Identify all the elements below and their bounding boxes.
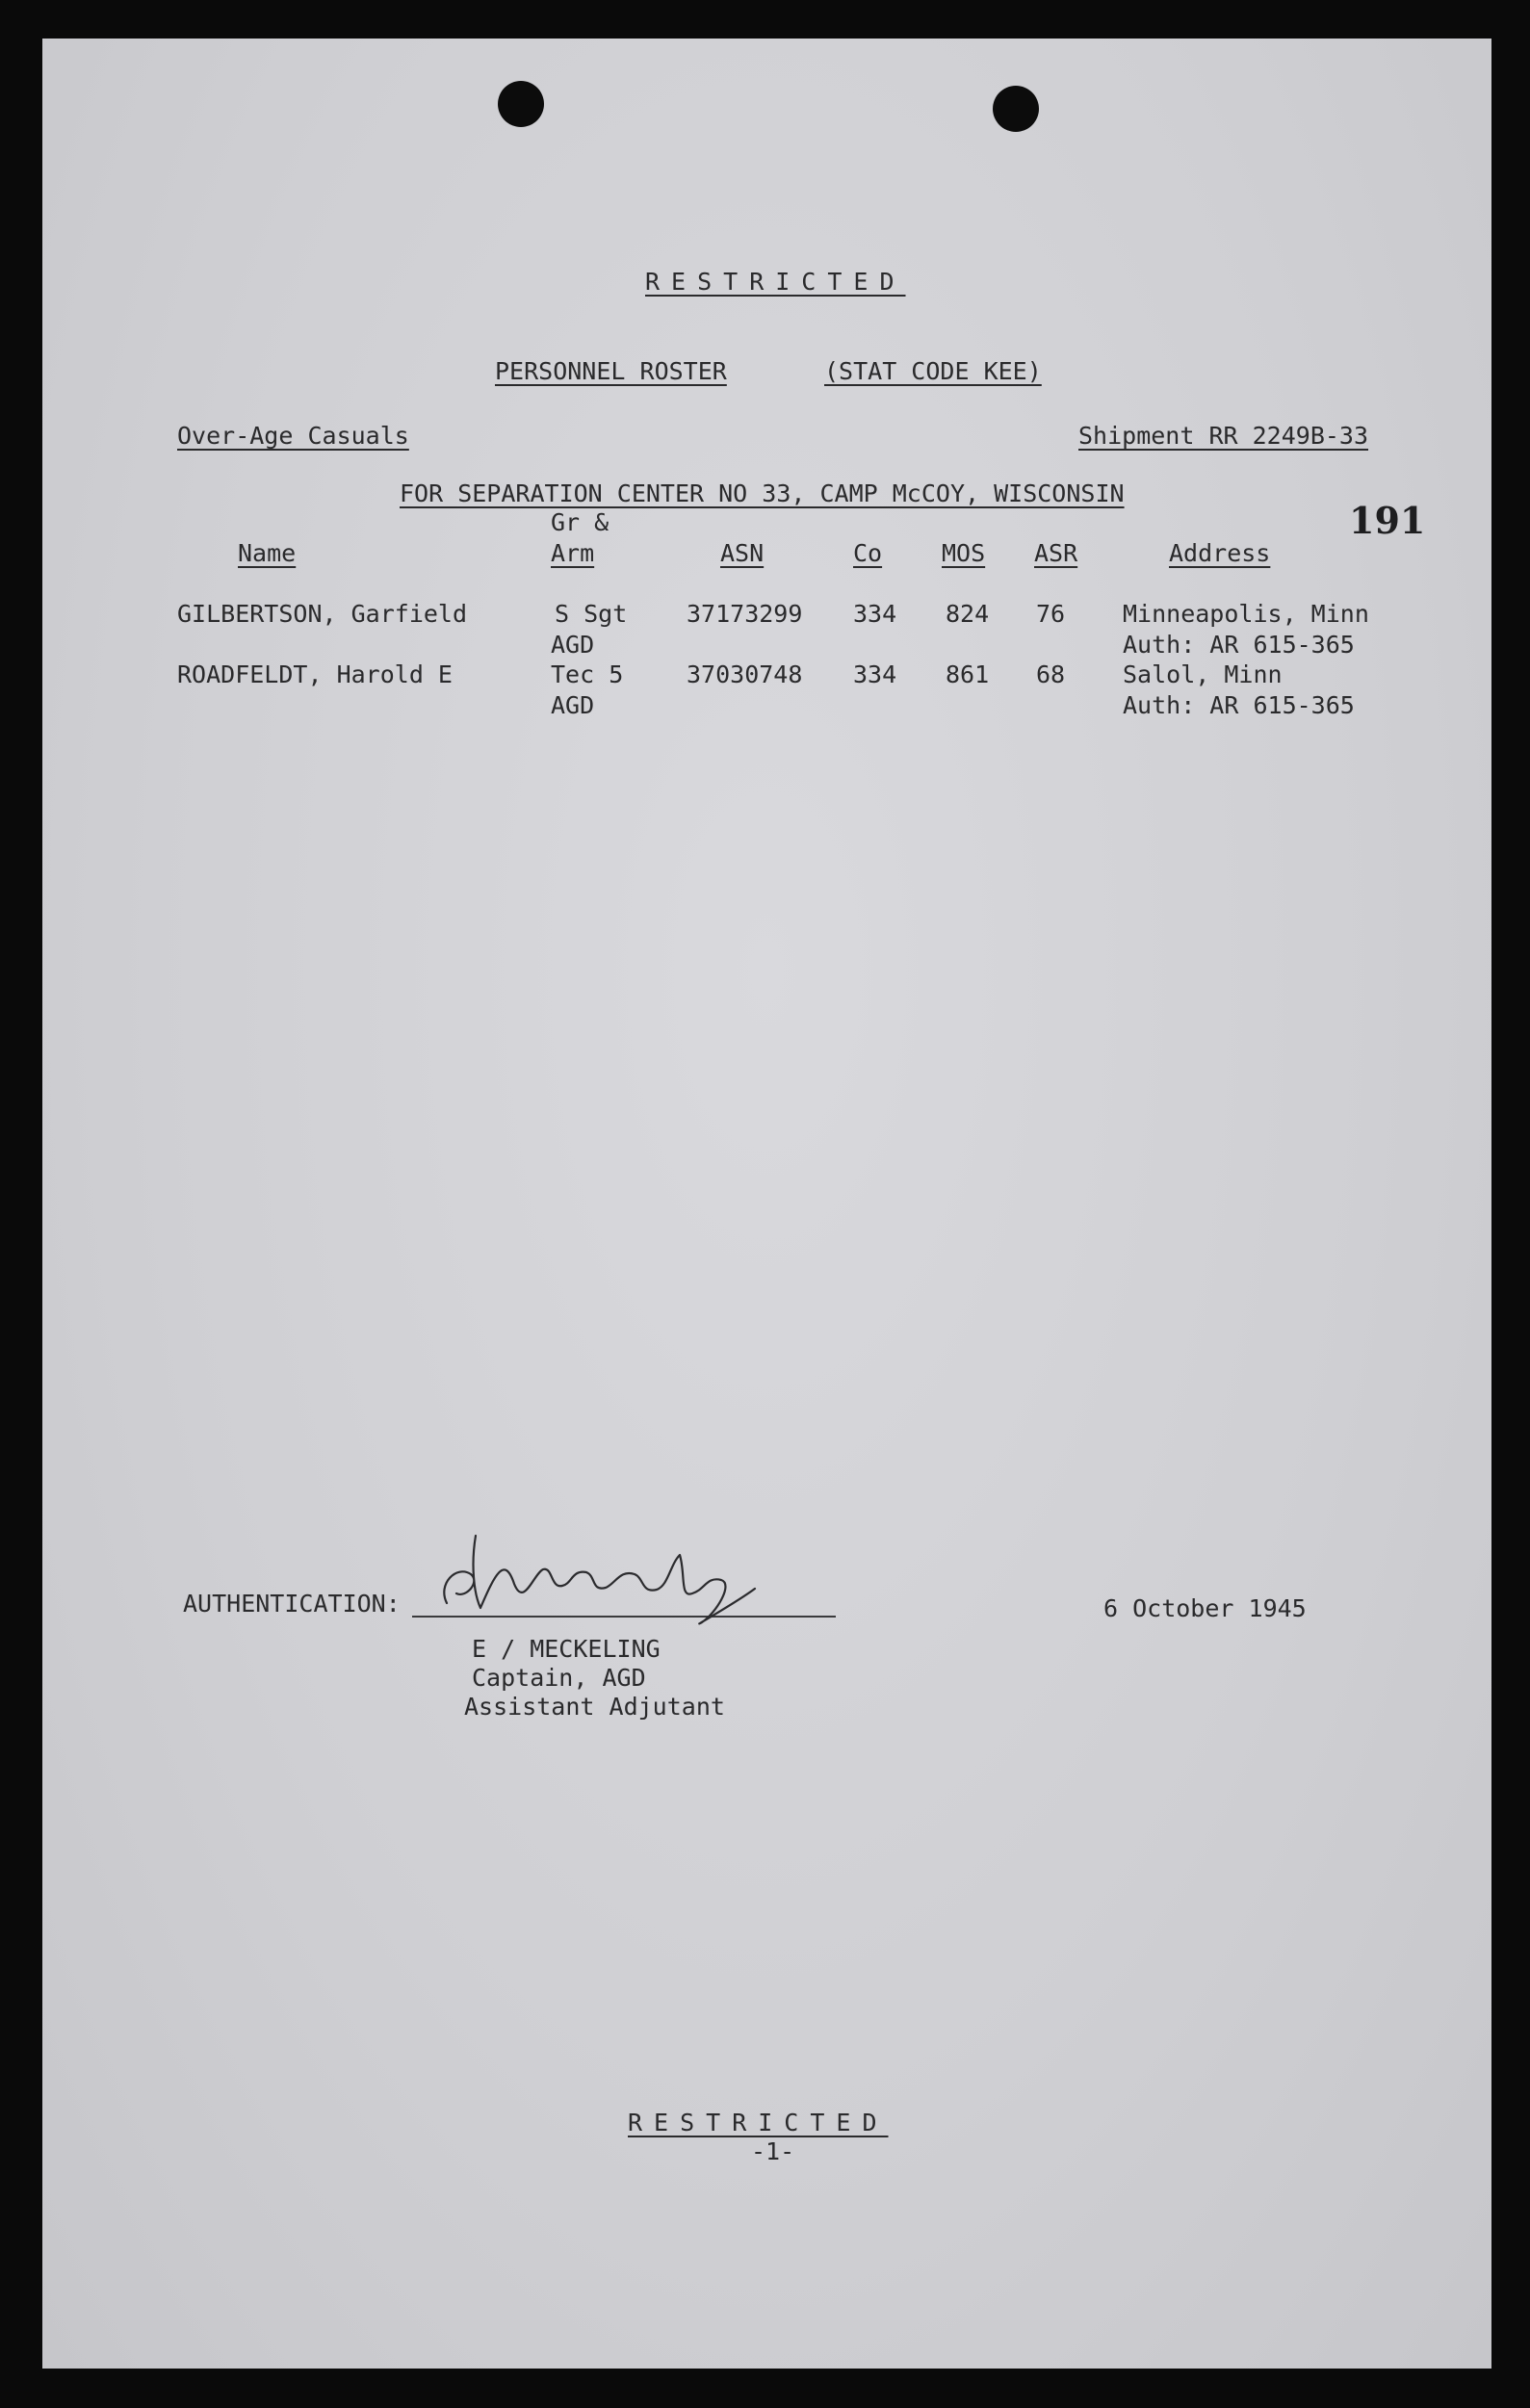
col-asn: ASN — [720, 539, 765, 567]
signer-name: E / MECKELING — [472, 1635, 661, 1663]
row-address: Salol, Minn — [1123, 660, 1283, 688]
row-name: ROADFELDT, Harold E — [177, 660, 453, 688]
punch-hole-left — [498, 81, 544, 127]
row-asr: 76 — [1036, 600, 1066, 628]
group-label: Over-Age Casuals — [177, 422, 409, 450]
page-stamp: 191 — [1349, 499, 1426, 542]
col-grade-top: Gr & — [551, 508, 609, 536]
signer-title: Assistant Adjutant — [464, 1693, 725, 1721]
authentication-label: AUTHENTICATION: — [183, 1590, 401, 1618]
row-mos: 861 — [946, 660, 990, 688]
row-arm: AGD — [551, 691, 595, 719]
row-address: Minneapolis, Minn — [1123, 600, 1369, 628]
shipment-number: Shipment RR 2249B-33 — [1078, 422, 1369, 450]
handwritten-signature — [428, 1516, 793, 1632]
col-name: Name — [238, 539, 297, 567]
row-mos: 824 — [946, 600, 990, 628]
col-asr: ASR — [1034, 539, 1078, 567]
punch-hole-right — [993, 86, 1039, 132]
roster-title: PERSONNEL ROSTER — [495, 357, 727, 385]
col-co: Co — [853, 539, 883, 567]
row-authority: Auth: AR 615-365 — [1123, 631, 1355, 659]
stat-code: (STAT CODE KEE) — [824, 357, 1042, 385]
col-grade-bottom: Arm — [551, 539, 595, 567]
row-co: 334 — [853, 600, 897, 628]
row-asn: 37173299 — [687, 600, 803, 628]
row-grade: S Sgt — [555, 600, 628, 628]
row-authority: Auth: AR 615-365 — [1123, 691, 1355, 719]
row-asn: 37030748 — [687, 660, 803, 688]
col-address: Address — [1169, 539, 1271, 567]
classification-top: RESTRICTED — [645, 268, 906, 296]
row-name: GILBERTSON, Garfield — [177, 600, 468, 628]
row-co: 334 — [853, 660, 897, 688]
document-page — [42, 39, 1491, 2369]
page-number: -1- — [751, 2137, 795, 2165]
classification-bottom: RESTRICTED — [628, 2109, 889, 2136]
row-arm: AGD — [551, 631, 595, 659]
col-mos: MOS — [942, 539, 986, 567]
row-asr: 68 — [1036, 660, 1066, 688]
destination-line: FOR SEPARATION CENTER NO 33, CAMP McCOY, WISCONSIN — [400, 479, 1125, 507]
document-date: 6 October 1945 — [1103, 1594, 1307, 1622]
signer-rank: Captain, AGD — [472, 1664, 646, 1692]
row-grade: Tec 5 — [551, 660, 624, 688]
